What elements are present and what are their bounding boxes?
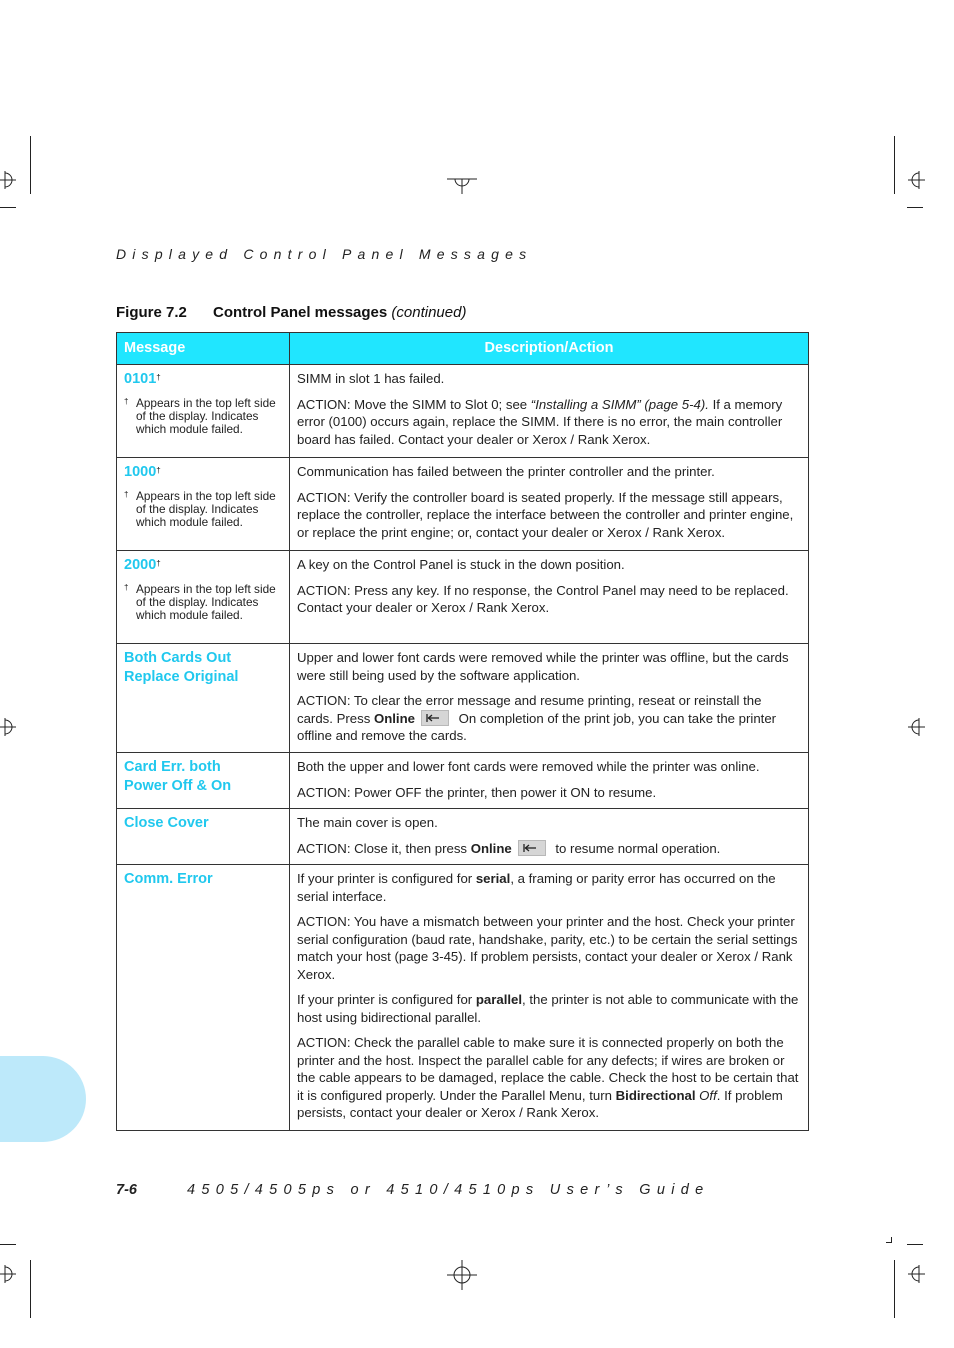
registration-mark-icon [0,170,18,190]
table-header-row [117,333,809,365]
chapter-thumb-tab [0,1056,86,1142]
footnote: † Appears in the top left side of the display. Indicates which module failed. [124,582,276,622]
registration-mark-icon [0,1264,18,1284]
action-text: ACTION: You have a mismatch between your printer and the host. Check your printer serial configuration (baud rate, handshake, parity, etc.) to be certain the serial settings match your host (page 3-45). If problem persists, contact your dealer or Xerox / Rank Xerox. [297,914,798,982]
action-text: ACTION: Press any key. If no response, the Control Panel may need to be replaced. Contact your dealer or Xerox / Rank Xerox. [297,582,789,615]
description-cell [290,365,809,458]
description-cell [290,644,809,753]
table-row [117,809,809,865]
control-panel-messages-table [116,332,809,1131]
figure-continued: (continued) [391,304,467,321]
action-text: ACTION: Check the parallel cable to make sure it is connected properly on both the printer and the host. Inspect the parallel cable for any defects; if wires are broken or the cable appears to be damaged, replace the cable. Check the host to be certain that it is configured properly. Under the Parallel Menu, turn Bidirectional Off. If problem persists, contact your dealer or Xerox / Rank Xerox. [297,1035,799,1120]
description-cell [290,551,809,644]
table-row [117,753,809,809]
description-text: If your printer is configured for serial, a framing or parity error has occurred on the serial interface. [297,871,776,904]
message-name: Both Cards Out Replace Original [124,650,239,685]
action-text: ACTION: Close it, then press Online to resume normal operation. [297,840,721,856]
crop-mark [907,207,923,208]
online-key-label: Online [373,710,415,726]
crop-mark [30,1260,31,1318]
crop-mark [891,1237,892,1243]
message-cell [117,551,290,644]
footnote: † Appears in the top left side of the display. Indicates which module failed. [124,489,276,529]
crop-mark [894,1260,895,1318]
action-text: ACTION: Power OFF the printer, then power it ON to resume. [297,784,657,800]
header-message: Message [117,333,290,365]
crop-mark [30,136,31,194]
description-text: The main cover is open. [297,815,438,830]
footnote: † Appears in the top left side of the display. Indicates which module failed. [124,396,276,436]
table-row [117,365,809,458]
guide-title: 4505/4505ps or 4510/4510ps User’s Guide [187,1182,710,1198]
figure-caption [116,304,466,321]
message-code: 1000† [124,464,161,480]
running-head: Displayed Control Panel Messages [116,246,533,262]
online-key-label: Online [470,840,512,856]
action-text: ACTION: Verify the controller board is seated properly. If the message still appears, replace the controller, replace the interface between the controller and printer engine, or replace the print engine; or, contact your dealer or Xerox / Rank Xerox. [297,489,794,540]
message-cell [117,458,290,551]
figure-title: Control Panel messages [213,304,388,321]
description-text: SIMM in slot 1 has failed. [297,371,445,386]
crop-mark [907,1244,923,1245]
description-cell [290,865,809,1131]
registration-mark-icon [906,1264,926,1284]
crop-mark [0,207,16,208]
message-name: Comm. Error [124,871,213,887]
action-text: ACTION: To clear the error message and resume printing, reseat or reinstall the cards. Press Online On completion of the print job, you can take the printer offline and remove the cards. [297,693,777,743]
action-text: ACTION: Move the SIMM to Slot 0; see “Installing a SIMM” (page 5-4). If a memory error (0100) occurs again, replace the SIMM. If there is no error, the main controller board has failed. Contact your dealer or Xerox / Rank Xerox. [297,396,783,447]
registration-mark-icon [447,1260,477,1290]
header-description: Description/Action [290,333,809,365]
message-code: 2000† [124,557,161,573]
message-cell [117,753,290,809]
online-key-icon [421,710,449,726]
page-reference: “Installing a SIMM” (page 5-4). [530,396,709,412]
registration-mark-icon [906,170,926,190]
description-cell [290,809,809,865]
table-row [117,551,809,644]
crop-mark [0,1244,16,1245]
registration-mark-icon [0,717,18,737]
message-cell [117,365,290,458]
message-name: Card Err. both Power Off & On [124,759,232,794]
table-row [117,644,809,753]
description-cell [290,753,809,809]
description-text: A key on the Control Panel is stuck in the down position. [297,557,625,572]
message-cell [117,865,290,1131]
page-number: 7-6 [116,1182,137,1198]
description-text: Both the upper and lower font cards were removed while the printer was online. [297,759,760,774]
online-key-icon [518,840,546,856]
description-text: If your printer is configured for parallel, the printer is not able to communicate with the host using bidirectional parallel. [297,992,799,1025]
description-cell [290,458,809,551]
registration-mark-icon [906,717,926,737]
crop-mark [894,136,895,194]
table-row [117,458,809,551]
message-cell [117,809,290,865]
registration-mark-icon [447,176,477,194]
table-row [117,865,809,1131]
message-cell [117,644,290,753]
message-code: 0101† [124,371,161,387]
figure-number: Figure 7.2 [116,304,187,321]
message-name: Close Cover [124,815,209,831]
description-text: Communication has failed between the printer controller and the printer. [297,464,715,479]
description-text: Upper and lower font cards were removed while the printer was offline, but the cards were still being used by the software application. [297,650,789,683]
